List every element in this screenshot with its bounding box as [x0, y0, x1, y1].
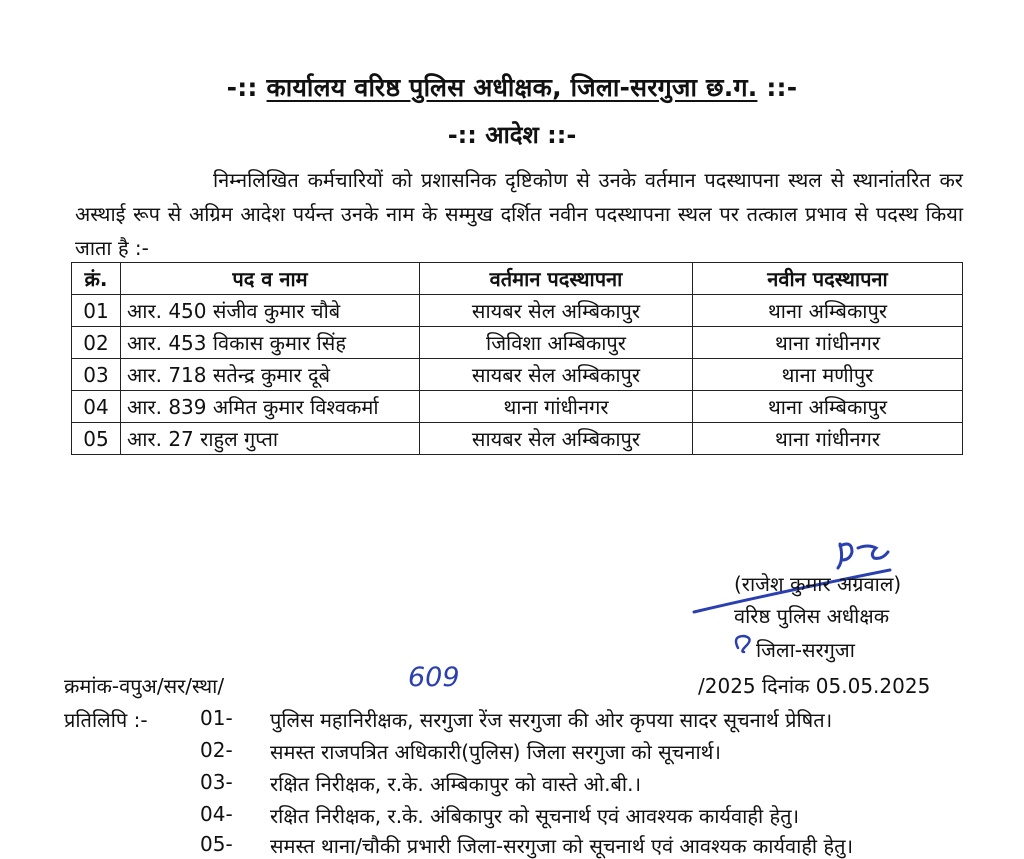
copy-item-text: पुलिस महानिरीक्षक, सरगुजा रेंज सरगुजा की ओर कृपया सादर सूचनार्थ प्रेषित।	[270, 708, 833, 732]
reference-date: /2025 दिनांक 05.05.2025	[698, 674, 931, 698]
copy-item-text: रक्षित निरीक्षक, र.के. अम्बिकापुर को वास्ते ओ.बी.।	[270, 772, 642, 796]
signatory-designation: वरिष्ठ पुलिस अधीक्षक	[734, 604, 890, 628]
office-title	[0, 70, 1024, 104]
handwritten-number: 609	[408, 662, 460, 693]
name-cell: आर. 718 सतेन्द्र कुमार दूबे	[121, 359, 420, 391]
title-suffix: ::-	[766, 73, 798, 102]
copy-item-text: समस्त राजपत्रित अधिकारी(पुलिस) जिला सरगुजा को सूचनार्थ।	[270, 740, 722, 764]
header-current-posting: वर्तमान पदस्थापना	[420, 263, 693, 295]
name-cell: आर. 453 विकास कुमार सिंह	[121, 327, 420, 359]
current-posting-cell: सायबर सेल अम्बिकापुर	[420, 423, 693, 455]
table-row	[72, 359, 963, 391]
new-posting-cell: थाना अम्बिकापुर	[693, 391, 963, 423]
copy-item-number: 05-	[200, 832, 233, 856]
copy-item-number: 03-	[200, 770, 233, 794]
header-new-posting: नवीन पदस्थापना	[693, 263, 963, 295]
table-row	[72, 423, 963, 455]
copy-item-text: रक्षित निरीक्षक, र.के. अंबिकापुर को सूचनार्थ एवं आवश्यक कार्यवाही हेतु।	[270, 804, 800, 828]
current-posting-cell: थाना गांधीनगर	[420, 391, 693, 423]
name-cell: आर. 839 अमित कुमार विश्वकर्मा	[121, 391, 420, 423]
serial-cell: 05	[72, 423, 121, 455]
table-row	[72, 391, 963, 423]
signatory-name: (राजेश कुमार अग्रवाल)	[734, 572, 902, 596]
table-row	[72, 327, 963, 359]
header-serial: क्रं.	[72, 263, 121, 295]
new-posting-cell: थाना गांधीनगर	[693, 423, 963, 455]
office-name: कार्यालय वरिष्ठ पुलिस अधीक्षक, जिला-सरगुजा छ.ग.	[266, 73, 758, 102]
title-prefix: -::	[226, 73, 258, 102]
current-posting-cell: जिविशा अम्बिकापुर	[420, 327, 693, 359]
serial-cell: 03	[72, 359, 121, 391]
intro-paragraph: निम्नलिखित कर्मचारियों को प्रशासनिक दृष्टिकोण से उनके वर्तमान पदस्थापना स्थल से स्थानांतरित कर अस्थाई रूप से अग्रिम आदेश पर्यन्त उनके नाम के सम्मुख दर्शित नवीन पदस्थापना स्थल पर तत्काल प्रभाव से पदस्थ किया जाता है :-	[75, 168, 963, 260]
new-posting-cell: थाना मणीपुर	[693, 359, 963, 391]
header-name: पद व नाम	[121, 263, 420, 295]
copy-item-number: 02-	[200, 738, 233, 762]
copy-to-label: प्रतिलिपि :-	[64, 708, 148, 732]
copy-item-text: समस्त थाना/चौकी प्रभारी जिला-सरगुजा को सूचनार्थ एवं आवश्यक कार्यवाही हेतु।	[270, 834, 854, 858]
serial-cell: 04	[72, 391, 121, 423]
copy-item-number: 01-	[200, 706, 233, 730]
signature-block	[690, 530, 970, 670]
signatory-district: जिला-सरगुजा	[756, 638, 855, 662]
name-cell: आर. 27 राहुल गुप्ता	[121, 423, 420, 455]
order-title: -:: आदेश ::-	[447, 121, 577, 149]
transfer-table	[71, 262, 963, 455]
current-posting-cell: सायबर सेल अम्बिकापुर	[420, 359, 693, 391]
serial-cell: 02	[72, 327, 121, 359]
current-posting-cell: सायबर सेल अम्बिकापुर	[420, 295, 693, 327]
new-posting-cell: थाना अम्बिकापुर	[693, 295, 963, 327]
serial-cell: 01	[72, 295, 121, 327]
table-row	[72, 295, 963, 327]
copy-item-number: 04-	[200, 802, 233, 826]
new-posting-cell: थाना गांधीनगर	[693, 327, 963, 359]
table-header-row	[72, 263, 963, 295]
reference-prefix: क्रमांक-वपुअ/सर/स्था/	[64, 674, 225, 698]
name-cell: आर. 450 संजीव कुमार चौबे	[121, 295, 420, 327]
